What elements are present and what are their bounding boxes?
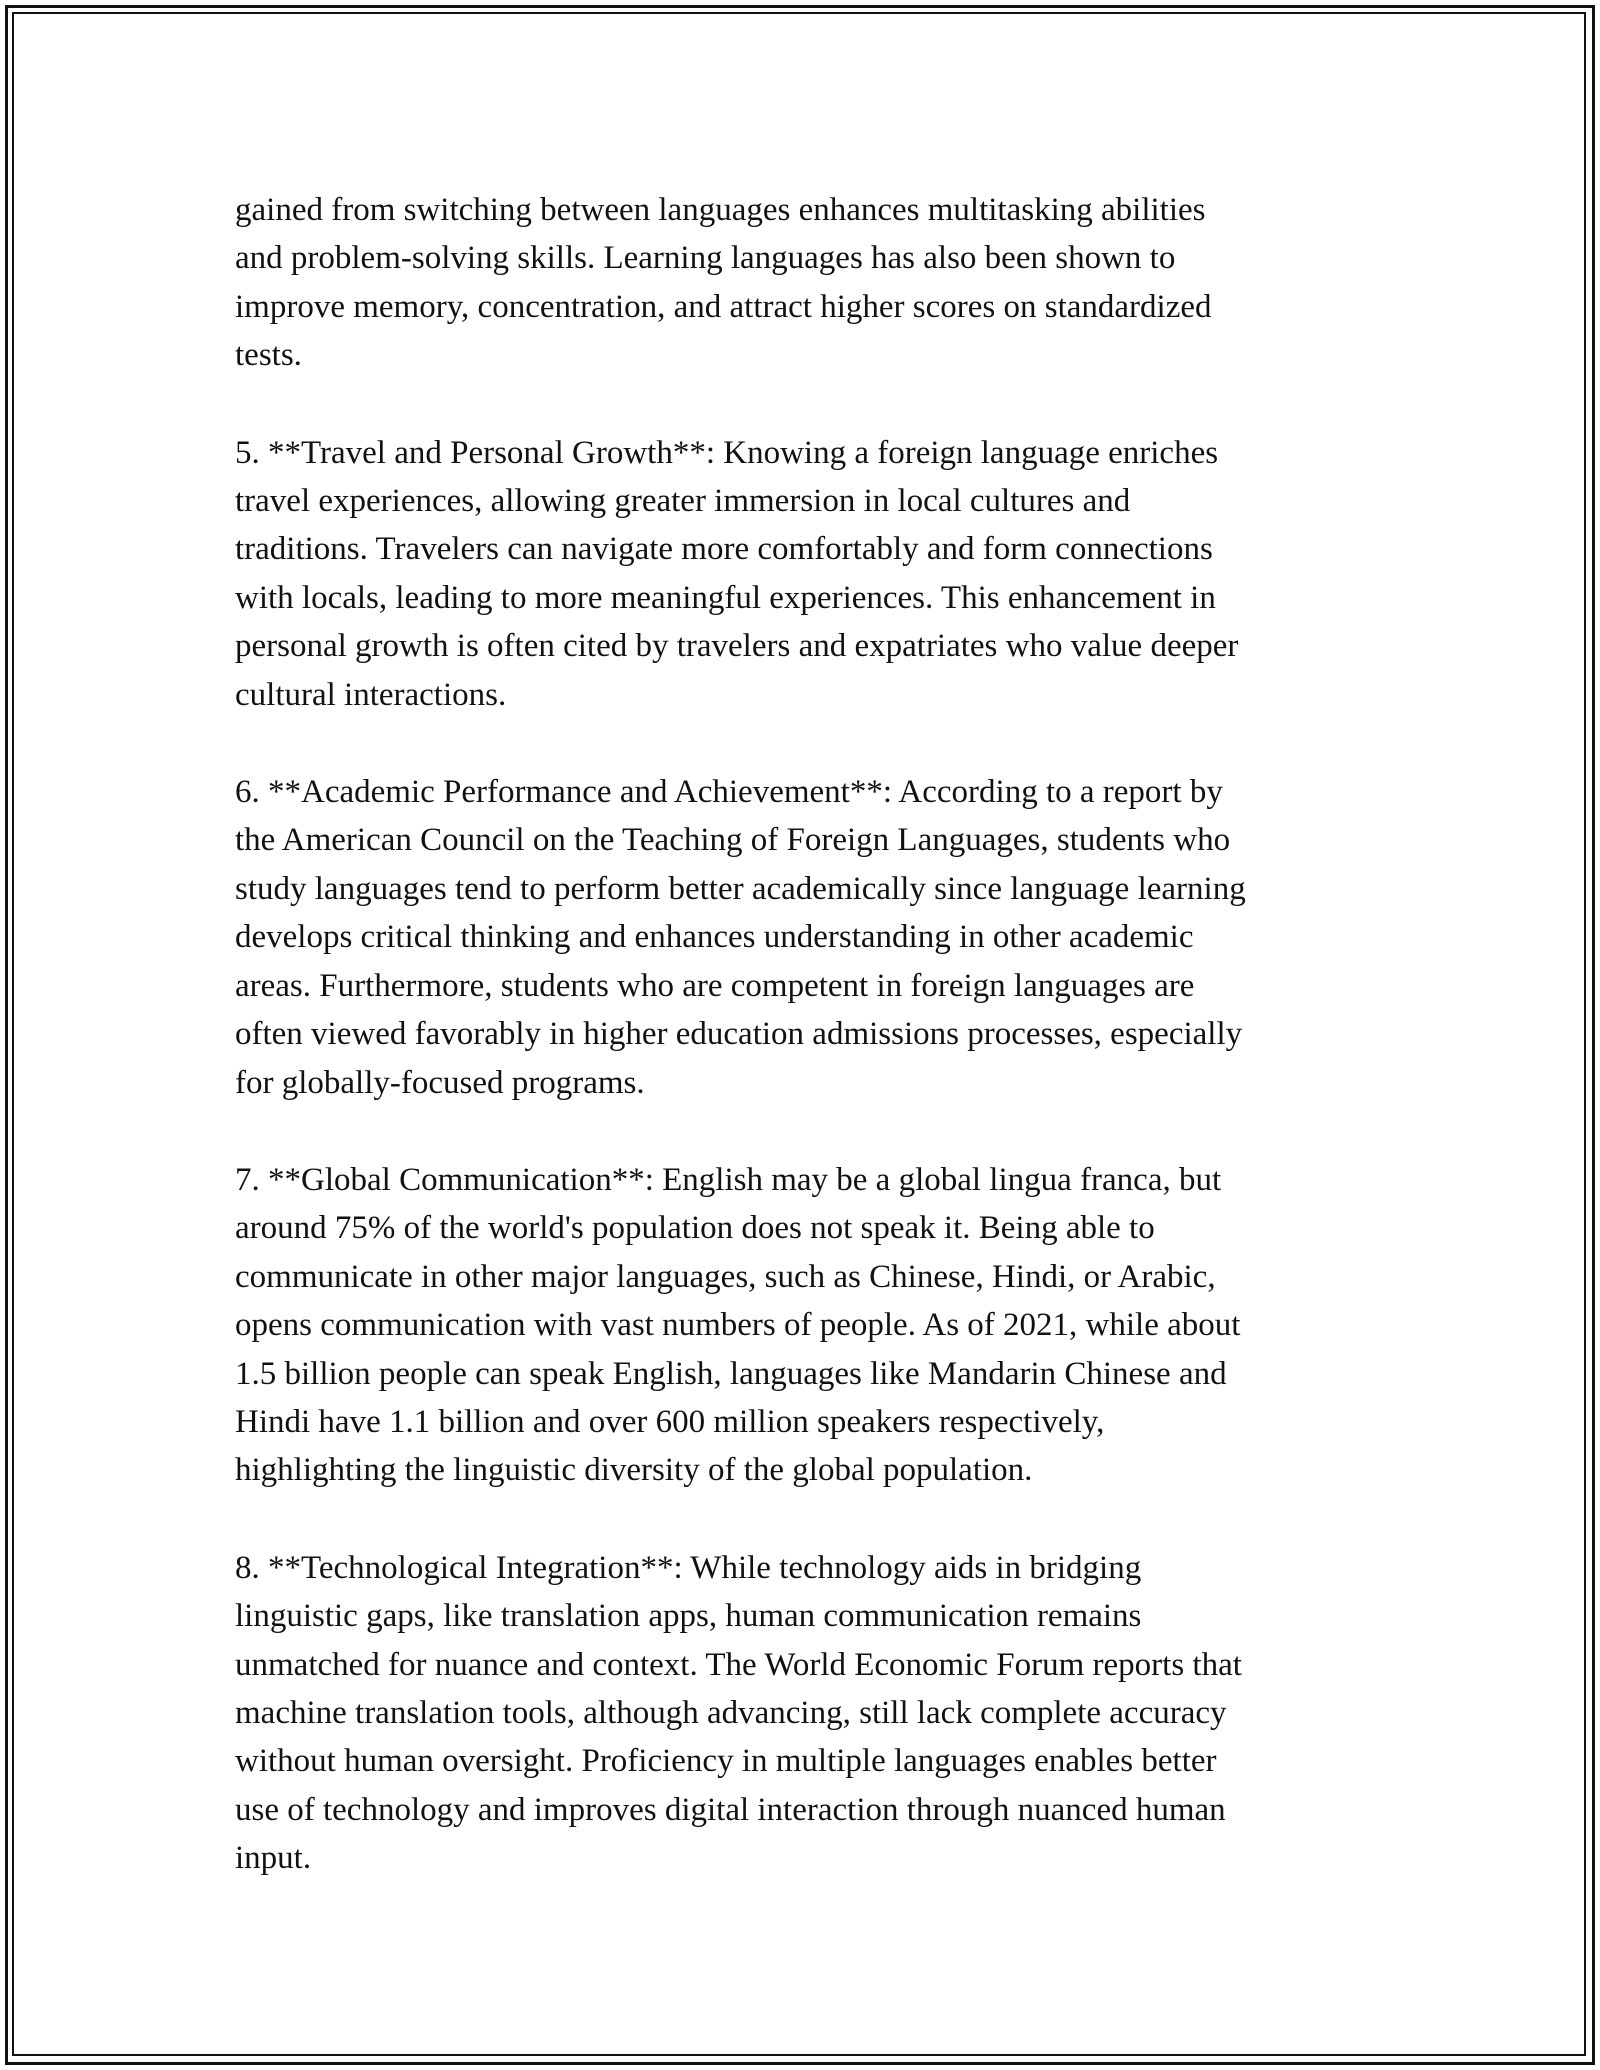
text-line: linguistic gaps, like translation apps, human communication remains <box>235 1598 1142 1635</box>
text-line: Hindi have 1.1 billion and over 600 million speakers respectively, <box>235 1403 1105 1440</box>
text-line: gained from switching between languages enhances multitasking abilities <box>235 192 1206 228</box>
text-line: 8. **Technological Integration**: While technology aids in bridging <box>235 1549 1142 1586</box>
text-line: 5. **Travel and Personal Growth**: Knowing a foreign language enriches <box>235 434 1219 471</box>
text-line: 1.5 billion people can speak English, languages like Mandarin Chinese and <box>235 1355 1227 1392</box>
text-line: travel experiences, allowing greater immersion in local cultures and <box>235 483 1131 520</box>
text-line: improve memory, concentration, and attract higher scores on standardized <box>235 288 1212 325</box>
text-line: highlighting the linguistic diversity of the global population. <box>235 1452 1033 1489</box>
paragraph-technological-integration <box>235 1544 1365 1883</box>
text-line: study languages tend to perform better academically since language learning <box>235 870 1246 907</box>
text-line: use of technology and improves digital interaction through nuanced human <box>235 1791 1226 1828</box>
text-line: around 75% of the world's population does not speak it. Being able to <box>235 1210 1155 1247</box>
text-line: unmatched for nuance and context. The World Economic Forum reports that <box>235 1646 1242 1683</box>
text-line: without human oversight. Proficiency in multiple languages enables better <box>235 1743 1217 1780</box>
text-line: tests. <box>235 337 302 374</box>
text-line: and problem-solving skills. Learning languages has also been shown to <box>235 240 1176 277</box>
text-line: personal growth is often cited by travelers and expatriates who value deeper <box>235 628 1239 665</box>
document-body <box>235 186 1365 1932</box>
text-line: 6. **Academic Performance and Achievement**: According to a report by <box>235 774 1223 811</box>
paragraph-travel-personal-growth <box>235 429 1365 719</box>
text-line: machine translation tools, although advancing, still lack complete accuracy <box>235 1694 1227 1731</box>
paragraph-cognitive-continuation <box>235 186 1365 380</box>
text-line: the American Council on the Teaching of Foreign Languages, students who <box>235 822 1231 859</box>
paragraph-global-communication <box>235 1156 1365 1495</box>
text-line: input. <box>235 1840 312 1877</box>
text-line: areas. Furthermore, students who are competent in foreign languages are <box>235 967 1195 1004</box>
text-line: opens communication with vast numbers of people. As of 2021, while about <box>235 1307 1241 1344</box>
text-line: cultural interactions. <box>235 676 507 713</box>
text-line: with locals, leading to more meaningful experiences. This enhancement in <box>235 579 1216 616</box>
text-line: 7. **Global Communication**: English may be a global lingua franca, but <box>235 1161 1222 1198</box>
text-line: for globally-focused programs. <box>235 1064 645 1101</box>
text-line: often viewed favorably in higher education admissions processes, especially <box>235 1016 1243 1053</box>
paragraph-academic-performance <box>235 768 1365 1107</box>
text-line: develops critical thinking and enhances understanding in other academic <box>235 919 1194 956</box>
text-line: communicate in other major languages, such as Chinese, Hindi, or Arabic, <box>235 1258 1216 1295</box>
text-line: traditions. Travelers can navigate more comfortably and form connections <box>235 531 1213 568</box>
